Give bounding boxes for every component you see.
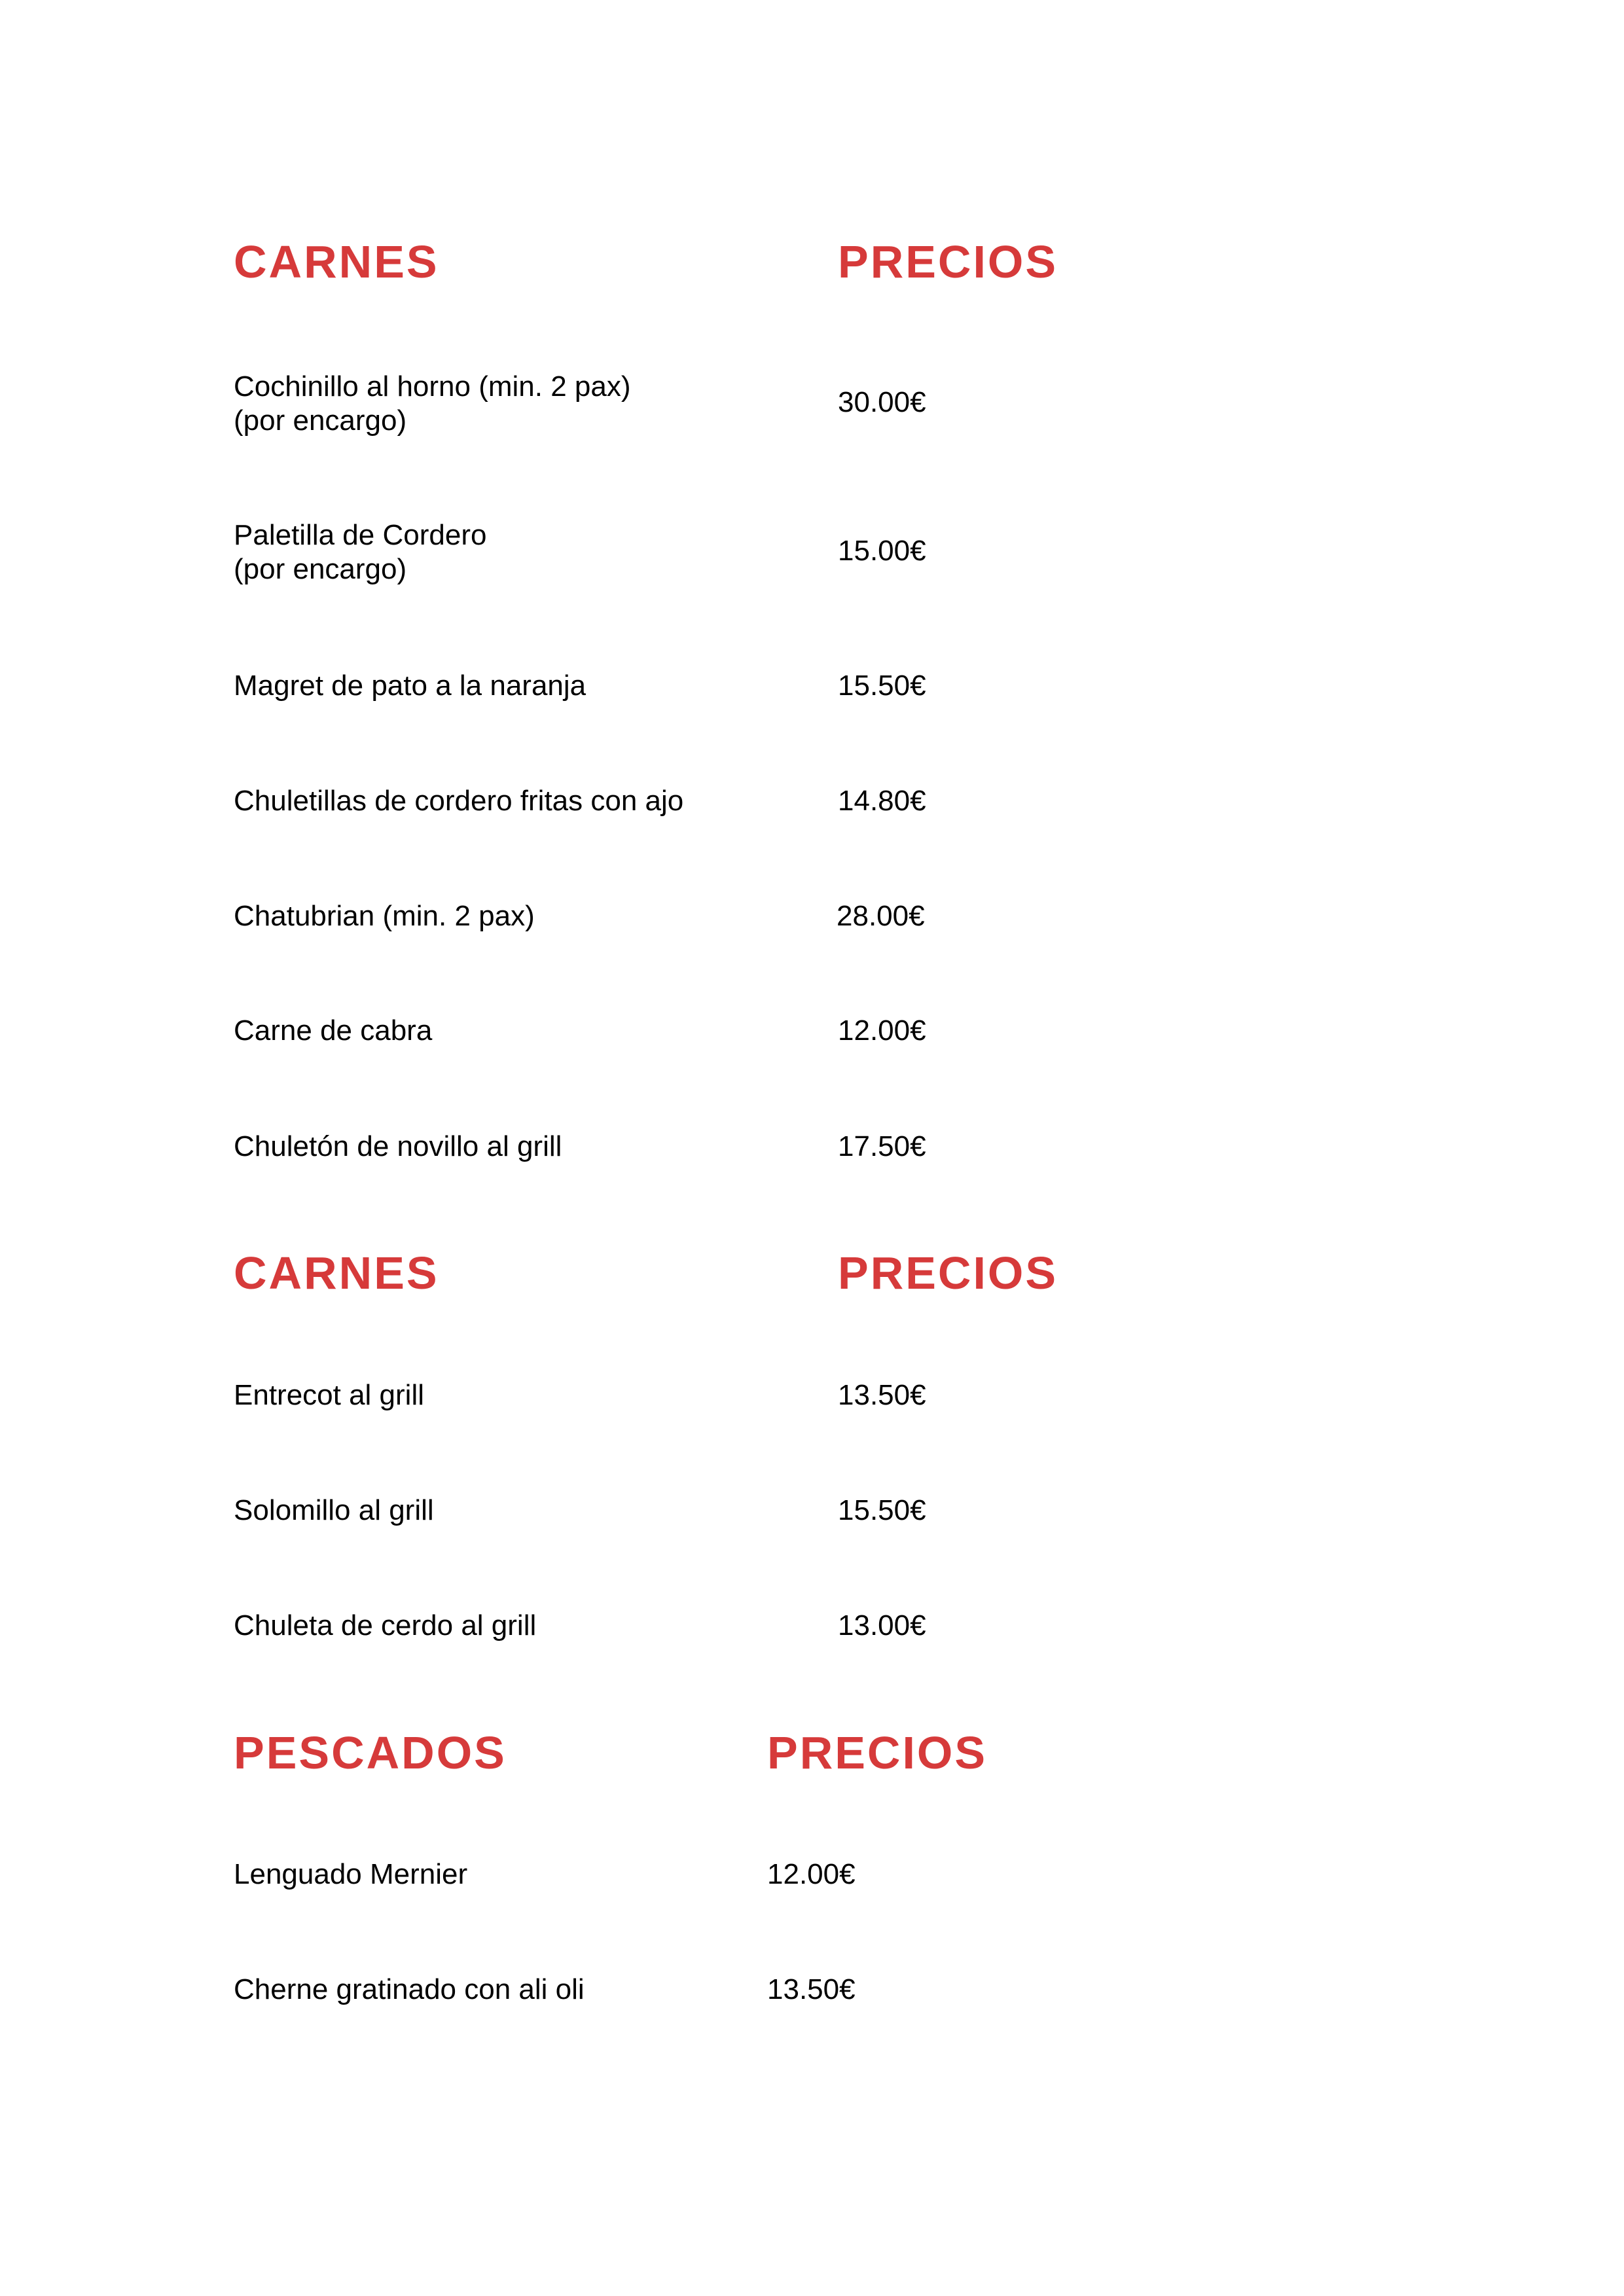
- menu-item-note: (por encargo): [234, 553, 407, 585]
- menu-item-price: 13.00€: [838, 1609, 926, 1641]
- menu-item-price: 12.00€: [767, 1858, 856, 1890]
- section-price-header: PRECIOS: [767, 1727, 988, 1778]
- menu-item-note: (por encargo): [234, 404, 407, 437]
- menu-item-name: Magret de pato a la naranja: [234, 670, 586, 702]
- menu-item-name: Cherne gratinado con ali oli: [234, 1973, 585, 2005]
- menu-item-price: 12.00€: [838, 1014, 926, 1047]
- section-title-pescados: PESCADOS: [234, 1727, 507, 1778]
- menu-item-name: [234, 518, 486, 586]
- menu-item-title: Cochinillo al horno (min. 2 pax): [234, 370, 631, 403]
- menu-item-price: 28.00€: [837, 900, 925, 932]
- menu-item-price: 30.00€: [838, 386, 926, 418]
- section-title-carnes: CARNES: [234, 236, 439, 287]
- menu-item-name: Chuletillas de cordero fritas con ajo: [234, 785, 684, 817]
- menu-item-price: 15.50€: [838, 670, 926, 702]
- menu-item-name: Lenguado Mernier: [234, 1858, 468, 1890]
- section-price-header: PRECIOS: [838, 1247, 1058, 1299]
- menu-item-price: 13.50€: [838, 1379, 926, 1411]
- menu-item-name: Entrecot al grill: [234, 1379, 425, 1411]
- menu-item-name: Chatubrian (min. 2 pax): [234, 900, 535, 932]
- menu-item-price: 14.80€: [838, 785, 926, 817]
- menu-item-name: Carne de cabra: [234, 1014, 433, 1047]
- menu-item-name: Solomillo al grill: [234, 1494, 434, 1526]
- menu-item-price: 15.50€: [838, 1494, 926, 1526]
- menu-item-name: Chuletón de novillo al grill: [234, 1130, 562, 1162]
- section-price-header: PRECIOS: [838, 236, 1058, 287]
- menu-item-name: [234, 370, 631, 438]
- menu-item-name: Chuleta de cerdo al grill: [234, 1609, 537, 1641]
- menu-item-price: 13.50€: [767, 1973, 856, 2005]
- menu-item-title: Paletilla de Cordero: [234, 519, 487, 551]
- menu-item-price: 15.00€: [838, 535, 926, 567]
- menu-item-price: 17.50€: [838, 1130, 926, 1162]
- section-title-carnes: CARNES: [234, 1247, 439, 1299]
